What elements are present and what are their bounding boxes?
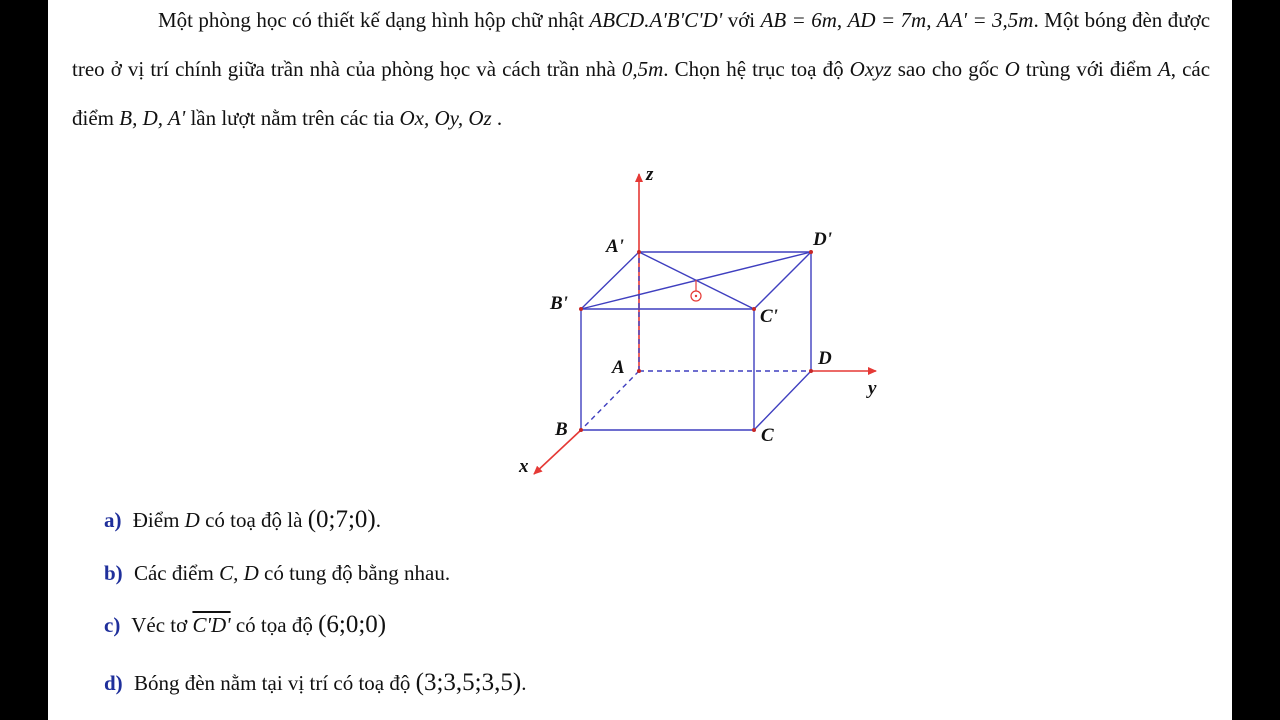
statement-end: .	[496, 106, 503, 130]
label-c: C	[761, 425, 774, 446]
vertex-b1	[579, 307, 583, 311]
point-a-symbol: A	[1157, 57, 1171, 81]
vertex-a1	[637, 250, 641, 254]
vertex-c	[752, 428, 756, 432]
label-d: D	[818, 348, 832, 369]
option-a-coords: (0;7;0)	[307, 506, 376, 533]
box-figure	[458, 150, 898, 490]
option-a-end: .	[375, 508, 382, 532]
rays-symbol: Ox, Oy, Oz	[399, 106, 492, 130]
option-a[interactable]	[104, 505, 381, 535]
option-b-text: Các điểm	[133, 561, 214, 585]
problem-statement: Một phòng học có thiết kế dạng hình hộp chữ nhật ABCD.A'B'C'D' với AB = 6m, AD = 7m, AA' = 3,5m. Một bóng đèn được treo ở vị trí chính giữa trần nhà của phòng học và cách trần nhà 0,5m. Chọn hệ trục toạ độ Oxyz sao cho gốc O trùng với điểm A, các điểm B, D, A' lần lượt nằm trên các tia Ox, Oy, Oz .	[72, 8, 1211, 130]
statement-text: . Một bóng đèn được treo ở vị trí chính giữa trần nhà của phòng học và cách trần nhà	[72, 8, 1211, 81]
distance-value: 0,5m	[621, 57, 664, 81]
box-name: ABCD.A'B'C'D'	[589, 8, 723, 32]
coordinate-system: Oxyz	[849, 57, 892, 81]
option-a-text: có toạ độ là	[205, 508, 303, 532]
option-b-text: có tung độ bằng nhau.	[264, 561, 451, 585]
edge-c1-d1	[754, 252, 811, 309]
edge-a1-b1	[581, 252, 639, 309]
option-c-coords: (6;0;0)	[318, 611, 387, 638]
option-d-coords: (3;3,5;3,5)	[415, 669, 522, 696]
statement-text: , các điểm	[72, 57, 1211, 130]
ab-equation: AB = 6m	[760, 8, 837, 32]
option-a-label: a)	[104, 508, 122, 532]
statement-text: Một phòng học có thiết kế dạng hình hộp chữ nhật	[158, 8, 584, 32]
aa-equation: AA' = 3,5m	[936, 8, 1034, 32]
option-d-end: .	[521, 671, 527, 695]
option-b-label: b)	[104, 561, 123, 585]
statement-text: lần lượt nằm trên các tia	[190, 106, 395, 130]
option-d[interactable]	[104, 668, 526, 698]
label-a: A	[612, 357, 625, 378]
ad-equation: AD = 7m	[847, 8, 927, 32]
origin-symbol: O	[1004, 57, 1020, 81]
vertex-b	[579, 428, 583, 432]
statement-text: trùng với điểm	[1025, 57, 1152, 81]
option-d-label: d)	[104, 671, 123, 695]
option-c-label: c)	[104, 613, 121, 637]
statement-text: với	[727, 8, 756, 32]
option-c-text: có tọa độ	[235, 613, 313, 637]
vertex-d1	[809, 250, 813, 254]
label-b1: B'	[550, 293, 568, 314]
option-c-text: Véc tơ	[131, 613, 188, 637]
label-a1: A'	[606, 236, 624, 257]
option-c[interactable]	[104, 610, 386, 640]
label-c1: C'	[760, 306, 778, 327]
label-z: z	[646, 164, 654, 185]
label-b: B	[555, 419, 568, 440]
label-x: x	[519, 456, 529, 477]
label-d1: D'	[813, 229, 832, 250]
edge-a-b	[581, 371, 639, 430]
lamp-center-dot	[695, 295, 697, 297]
label-y: y	[868, 378, 877, 399]
vertex-d	[809, 369, 813, 373]
vertex-c1	[752, 307, 756, 311]
option-c-vector: C'D'	[192, 613, 231, 637]
option-d-text: Bóng đèn nằm tại vị trí có toạ độ	[133, 671, 411, 695]
option-b-symbol: C, D	[219, 561, 259, 585]
option-a-text: Điểm	[132, 508, 180, 532]
edge-c-d	[754, 371, 811, 430]
document-page	[48, 0, 1232, 720]
statement-text: . Chọn hệ trục toạ độ	[663, 57, 844, 81]
vertex-a	[637, 369, 641, 373]
option-b[interactable]	[104, 558, 450, 588]
points-bda-symbol: B, D, A'	[119, 106, 186, 130]
option-a-symbol: D	[184, 508, 200, 532]
statement-text: sao cho gốc	[897, 57, 999, 81]
